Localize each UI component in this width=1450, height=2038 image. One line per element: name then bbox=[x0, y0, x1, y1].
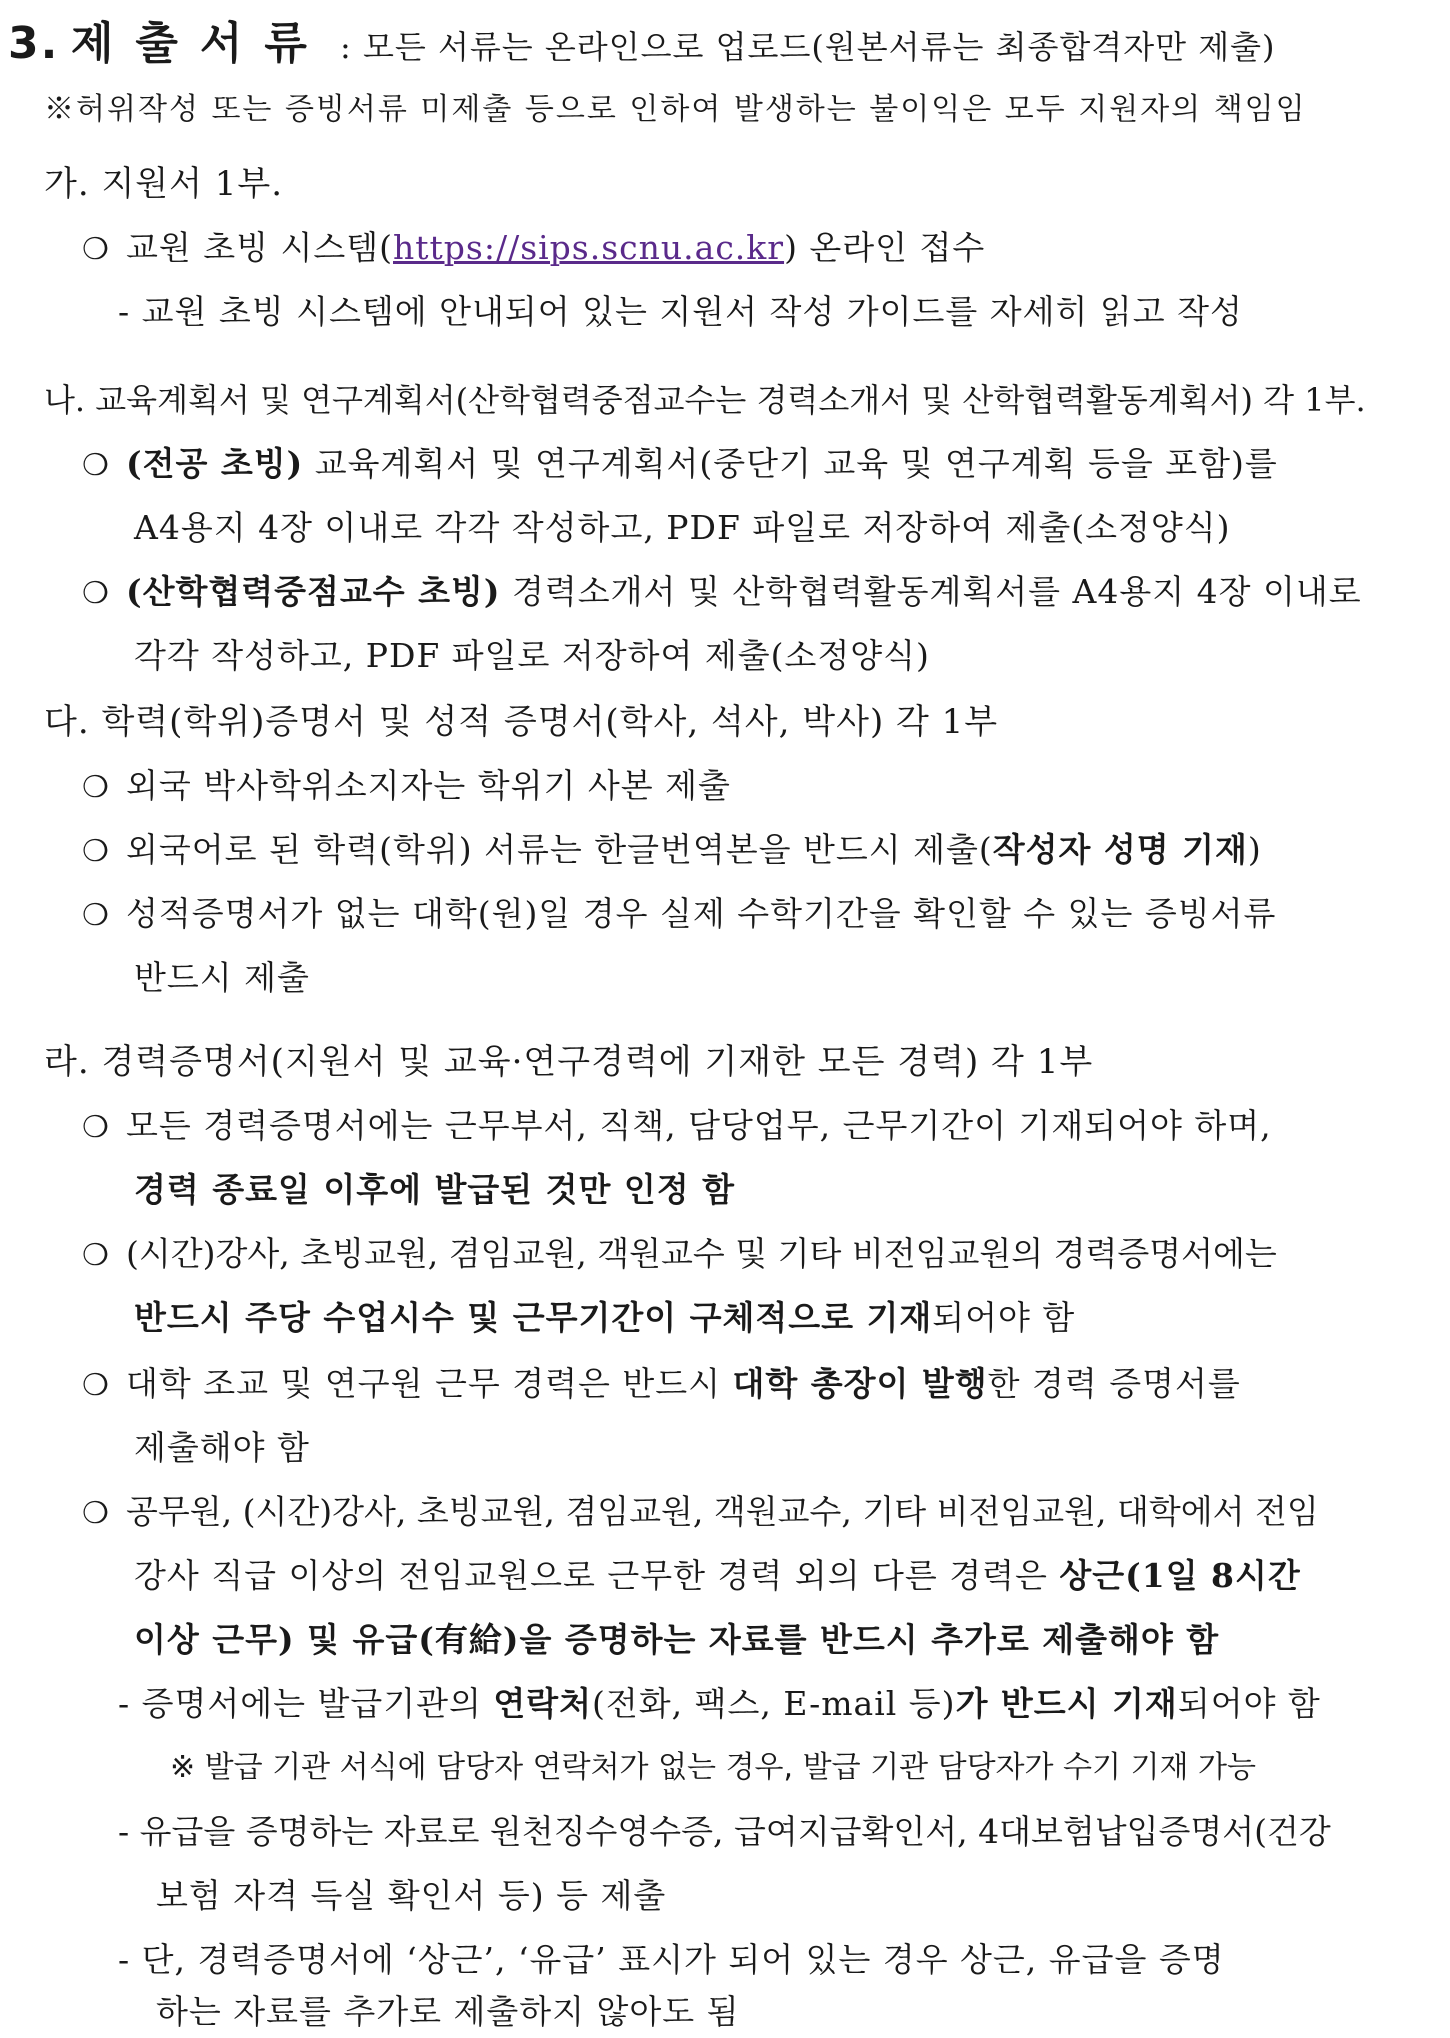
section-ga-header: 가. 지원서 1부. bbox=[44, 164, 284, 204]
section-na-item bbox=[82, 442, 1450, 488]
section-ra-item-cont bbox=[134, 1168, 1450, 1212]
section-ra-item bbox=[82, 1362, 1450, 1408]
item-text: ) bbox=[1247, 830, 1262, 869]
section-da-header: 다. 학력(학위)증명서 및 성적 증명서(학사, 석사, 박사) 각 1부 bbox=[44, 702, 999, 742]
circle-bullet-icon: ❍ bbox=[82, 1238, 109, 1273]
section-ga-subitem: - 교원 초빙 시스템에 안내되어 있는 지원서 작성 가이드를 자세히 읽고 작성 bbox=[118, 292, 1243, 331]
item-text: (전화, 팩스, E-mail 등) bbox=[592, 1684, 956, 1723]
section-ra-subitem bbox=[118, 1682, 1450, 1726]
section-da-item-cont: 반드시 제출 bbox=[134, 958, 310, 997]
section-ra-item-cont bbox=[134, 1618, 1450, 1662]
item-bold: 경력 종료일 이후에 발급된 것만 인정 함 bbox=[134, 1170, 735, 1209]
circle-bullet-icon: ❍ bbox=[82, 232, 110, 267]
section-ra-item bbox=[82, 1232, 1450, 1278]
item-text: 모든 경력증명서에는 근무부서, 직책, 담당업무, 근무기간이 기재되어야 하며, bbox=[126, 1106, 1272, 1145]
item-text: - 증명서에는 발급기관의 bbox=[118, 1684, 494, 1723]
item-text: 교원 초빙 시스템( bbox=[126, 228, 393, 267]
sips-link[interactable]: https://sips.scnu.ac.kr bbox=[393, 228, 785, 267]
section-ra-item bbox=[82, 1490, 1450, 1536]
section-ra-item-cont: 제출해야 함 bbox=[134, 1428, 310, 1467]
item-bold: 상근(1일 8시간 bbox=[1059, 1556, 1301, 1595]
item-text: 한 경력 증명서를 bbox=[987, 1364, 1241, 1403]
title-description: 모든 서류는 온라인으로 업로드(원본서류는 최종합격자만 제출) bbox=[362, 28, 1276, 66]
title-colon: : bbox=[328, 28, 363, 66]
section-da-item bbox=[82, 828, 1450, 874]
section-na-item-cont: 각각 작성하고, PDF 파일로 저장하여 제출(소정양식) bbox=[134, 636, 930, 675]
item-bold: 작성자 성명 기재 bbox=[992, 830, 1248, 869]
circle-bullet-icon: ❍ bbox=[82, 834, 110, 869]
circle-bullet-icon: ❍ bbox=[82, 770, 110, 805]
section-ra-subitem: - 유급을 증명하는 자료로 원천징수영수증, 급여지급확인서, 4대보험납입증명서(건강 bbox=[118, 1812, 1331, 1851]
item-text: 외국어로 된 학력(학위) 서류는 한글번역본을 반드시 제출( bbox=[126, 830, 993, 869]
section-da-item bbox=[82, 764, 1450, 810]
circle-bullet-icon: ❍ bbox=[82, 448, 110, 483]
section-na-item-cont: A4용지 4장 이내로 각각 작성하고, PDF 파일로 저장하여 제출(소정양식) bbox=[134, 508, 1231, 547]
item-bold: 이상 근무) 및 유급(有給)을 증명하는 자료를 반드시 추가로 제출해야 함 bbox=[134, 1620, 1220, 1659]
circle-bullet-icon: ❍ bbox=[82, 1496, 109, 1531]
section-ra-item-cont bbox=[134, 1296, 1450, 1340]
item-text: 교육계획서 및 연구계획서(중단기 교육 및 연구계획 등을 포함)를 bbox=[303, 444, 1278, 483]
circle-bullet-icon: ❍ bbox=[82, 576, 110, 611]
item-text: 성적증명서가 없는 대학(원)일 경우 실제 수학기간을 확인할 수 있는 증빙서류 bbox=[126, 894, 1277, 933]
section-title bbox=[8, 18, 1450, 69]
section-na-header: 나. 교육계획서 및 연구계획서(산학협력중점교수는 경력소개서 및 산학협력활동계획서) 각 1부. bbox=[44, 381, 1366, 419]
section-ra-header: 라. 경력증명서(지원서 및 교육·연구경력에 기재한 모든 경력) 각 1부 bbox=[44, 1042, 1094, 1082]
section-na-item bbox=[82, 570, 1450, 616]
section-ga-item bbox=[82, 226, 1450, 272]
item-bold: (산학협력중점교수 초빙) bbox=[126, 572, 501, 611]
item-bold: 반드시 주당 수업시수 및 근무기간이 구체적으로 기재 bbox=[134, 1298, 933, 1337]
item-text: 공무원, (시간)강사, 초빙교원, 겸임교원, 객원교수, 기타 비전임교원, 대학에서 전임 bbox=[126, 1492, 1319, 1531]
circle-bullet-icon: ❍ bbox=[82, 1368, 110, 1403]
item-bold: 가 반드시 기재 bbox=[955, 1684, 1178, 1723]
section-ra-subitem-cont: 보험 자격 득실 확인서 등) 등 제출 bbox=[156, 1876, 667, 1915]
item-text: 외국 박사학위소지자는 학위기 사본 제출 bbox=[126, 766, 731, 805]
item-bold: 연락처 bbox=[493, 1684, 593, 1723]
section-ra-item-cont bbox=[134, 1554, 1450, 1598]
item-text: 강사 직급 이상의 전임교원으로 근무한 경력 외의 다른 경력은 bbox=[134, 1556, 1060, 1595]
item-text: 되어야 함 bbox=[1177, 1684, 1321, 1723]
item-text: (시간)강사, 초빙교원, 겸임교원, 객원교수 및 기타 비전임교원의 경력증명서에는 bbox=[126, 1234, 1277, 1273]
item-bold: (전공 초빙) bbox=[126, 444, 304, 483]
item-text: ) 온라인 접수 bbox=[784, 228, 986, 267]
title-number: 3. bbox=[8, 18, 60, 69]
item-text: 대학 조교 및 연구원 근무 경력은 반드시 bbox=[126, 1364, 733, 1403]
section-ra-subitem-cont: 하는 자료를 추가로 제출하지 않아도 됨 bbox=[156, 1992, 740, 2031]
item-text: 되어야 함 bbox=[932, 1298, 1076, 1337]
notice-text: ※허위작성 또는 증빙서류 미제출 등으로 인하여 발생하는 불이익은 모두 지원자의 책임임 bbox=[44, 92, 1307, 127]
section-da-item bbox=[82, 892, 1450, 938]
item-text: 경력소개서 및 산학협력활동계획서를 A4용지 4장 이내로 bbox=[500, 572, 1362, 611]
section-ra-subnote: ※ 발급 기관 서식에 담당자 연락처가 없는 경우, 발급 기관 담당자가 수기 기재 가능 bbox=[170, 1750, 1257, 1785]
title-heading: 제출서류 bbox=[70, 18, 329, 69]
circle-bullet-icon: ❍ bbox=[82, 1110, 110, 1145]
circle-bullet-icon: ❍ bbox=[82, 898, 110, 933]
item-bold: 대학 총장이 발행 bbox=[732, 1364, 988, 1403]
section-ra-item bbox=[82, 1104, 1450, 1150]
section-ra-subitem: - 단, 경력증명서에 ‘상근’, ‘유급’ 표시가 되어 있는 경우 상근, 유급을 증명 bbox=[118, 1940, 1225, 1979]
